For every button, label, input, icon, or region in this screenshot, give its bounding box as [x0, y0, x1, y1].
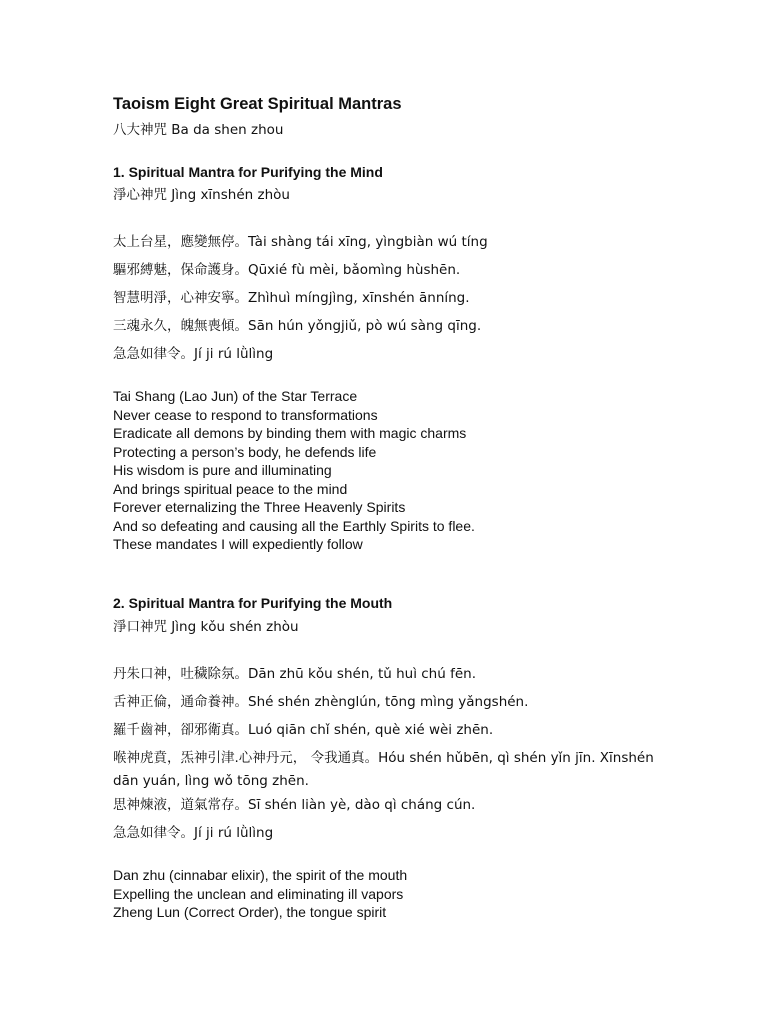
section-1-verse-4: 三魂永久，魄無喪傾。Sān hún yǒngjiǔ, pò wú sàng qīng. — [113, 318, 482, 334]
section-1-translation-8: And so defeating and causing all the Earthly Spirits to flee. — [113, 517, 475, 534]
section-2-verse-3: 羅千齒神，卻邪衛真。Luó qiān chǐ shén, què xié wèi zhēn. — [113, 722, 494, 738]
section-1-translation-2: Never cease to respond to transformations — [113, 406, 378, 423]
section-2-translation-2: Expelling the unclean and eliminating ill vapors — [113, 885, 404, 902]
section-1-heading: 1. Spiritual Mantra for Purifying the Mind — [113, 164, 383, 180]
section-1-subheading: 淨心神咒 Jìng xīnshén zhòu — [113, 187, 290, 203]
section-2-verse-6: 急急如律令。Jí ji rú lǜlìng — [113, 825, 274, 841]
section-2-verse-4-continued: dān yuán, lìng wǒ tōng zhēn. — [113, 773, 309, 789]
section-2-translation-3: Zheng Lun (Correct Order), the tongue spirit — [113, 904, 387, 920]
section-1-translation-4: Protecting a person’s body, he defends life — [113, 443, 377, 460]
section-2-translation-1: Dan zhu (cinnabar elixir), the spirit of the mouth — [113, 867, 408, 883]
section-2-verse-4: 喉神虎賁，炁神引津.心神丹元， 令我通真。Hóu shén hǔbēn, qì shén yǐn jīn. Xīnshén — [113, 750, 654, 766]
section-1-translation-1: Tai Shang (Lao Jun) of the Star Terrace — [113, 388, 358, 404]
section-1-verse-2: 驅邪縛魅，保命護身。Qūxié fù mèi, bǎomìng hùshēn. — [113, 262, 461, 278]
section-2-verse-1: 丹朱口神，吐穢除氛。Dān zhū kǒu shén, tǔ huì chú fēn. — [113, 666, 476, 682]
section-1-translation-7: Forever eternalizing the Three Heavenly Spirits — [113, 499, 406, 515]
section-2-verse-2: 舌神正倫，通命養神。Shé shén zhènglún, tōng mìng yǎngshén. — [113, 694, 529, 710]
document-title: Taoism Eight Great Spiritual Mantras — [113, 95, 402, 113]
section-1-translation-5: His wisdom is pure and illuminating — [113, 462, 332, 478]
section-1-translation-9: These mandates I will expediently follow — [113, 536, 363, 552]
section-2-verse-5: 思神煉液，道氣常存。Sī shén liàn yè, dào qì cháng cún. — [113, 797, 476, 813]
section-2-heading: 2. Spiritual Mantra for Purifying the Mouth — [113, 595, 393, 611]
section-1-translation-6: And brings spiritual peace to the mind — [113, 480, 348, 497]
section-1-verse-1: 太上台星，應變無停。Tài shàng tái xīng, yìngbiàn wú tíng — [113, 234, 488, 250]
section-1-verse-3: 智慧明淨，心神安寧。Zhìhuì míngjìng, xīnshén ānníng. — [113, 290, 470, 306]
section-1-translation-3: Eradicate all demons by binding them with magic charms — [113, 425, 467, 441]
section-2-subheading: 淨口神咒 Jìng kǒu shén zhòu — [113, 619, 299, 635]
document-subtitle: 八大神咒 Ba da shen zhou — [113, 122, 284, 138]
section-1-verse-5: 急急如律令。Jí ji rú lǜlìng — [113, 346, 274, 362]
